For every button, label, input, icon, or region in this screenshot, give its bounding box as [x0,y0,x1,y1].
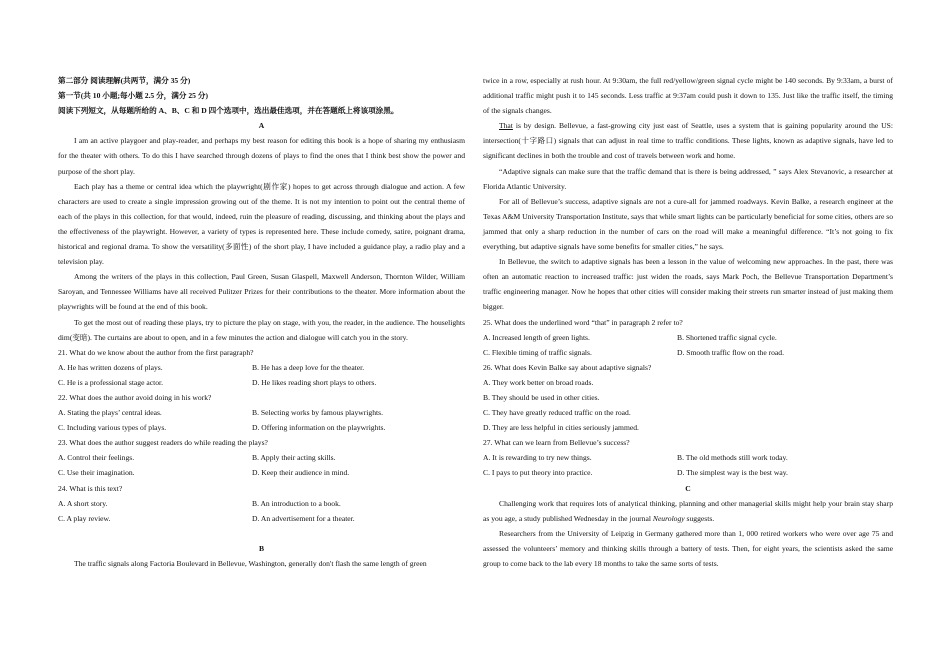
question-stem: 24. What is this text? [58,483,123,493]
question-stem: 22. What does the author avoid doing in his work? [58,392,212,402]
option-a: A. Stating the plays’ central ideas. [58,408,162,418]
option-a: A. A short story. [58,498,108,508]
passage-c-paragraph: Challenging work that requires lots of analytical thinking, planning and other managerial skills might help your brain stay sharp as you age, a study published Wednesday in the journal Neurology suggests. [483,498,893,523]
passage-a-title: A [258,121,265,131]
option-c: C. He is a professional stage actor. [58,377,164,387]
passage-b-title: B [258,543,265,553]
instructions: 阅读下列短文，从每题所给的 A、B、C 和 D 四个选项中，选出最佳选项，并在答题纸上将该项涂黑。 [58,106,399,116]
question-stem: 25. What does the underlined word “that” in paragraph 2 refer to? [483,317,683,327]
question-stem: 23. What does the author suggest readers do while reading the plays? [58,438,268,448]
option-d: D. Smooth traffic flow on the road. [677,347,784,357]
question-stem: 21. What do we know about the author from the first paragraph? [58,347,254,357]
underlined-word-that: That [499,121,513,131]
passage-b-paragraph-continued: twice in a row, especially at rush hour. At 9:30am, the full red/yellow/green signal cycle might be 140 seconds. By 9:33am, a burst of additional traffic might push it to 145 seconds. Less traffic at 9:37am could push it down to 135. Just like the traffic itself, the timing of the signals changes. [483,76,893,116]
option-c: C. Use their imagination. [58,468,135,478]
option-a: A. Control their feelings. [58,453,135,463]
question-21 [58,345,465,390]
option-d: D. They are less helpful in cities seriously jammed. [483,423,639,433]
option-c: C. They have greatly reduced traffic on the road. [483,408,631,418]
option-b: B. An introduction to a book. [252,498,341,508]
passage-a-paragraph: I am an active playgoer and play-reader, and perhaps my best reason for editing this book is a hope of sharing my enthusiasm for the theater with others. To do this I have searched through dozens of plays to find the ones that I think best show the power and purpose of the short play. [58,136,465,176]
passage-c-paragraph: Researchers from the University of Leipzig in Germany gathered more than 1, 000 retired workers who were over age 75 and assessed the volunteers’ memory and thinking skills through a battery of tests. Then, for eight years, the scientists asked the same group to come back to the lab every 18 months to take the same sorts of tests. [483,528,893,568]
option-c: C. Including various types of plays. [58,423,167,433]
question-22 [58,390,465,435]
passage-b-paragraph-start: The traffic signals along Factoria Boulevard in Bellevue, Washington, generally don't flash the same length of green [74,558,427,568]
passage-a-paragraph: To get the most out of reading these plays, try to picture the play on stage, with you, the reader, in the audience. The houselights dim(变暗). The curtains are about to open, and in a few minutes the action and dialogue will catch you in the story. [58,317,465,342]
question-stem: 27. What can we learn from Bellevue’s success? [483,438,630,448]
passage-c-title: C [685,483,691,493]
option-c: C. I pays to put theory into practice. [483,468,593,478]
option-a: A. Increased length of green lights. [483,332,590,342]
left-column [58,73,465,571]
option-b: B. Selecting works by famous playwrights. [252,408,383,418]
option-d: D. The simplest way is the best way. [677,468,788,478]
question-25 [483,315,893,360]
part-header: 第二部分 阅读理解(共两节，满分 35 分) [58,76,191,85]
passage-b-paragraph: For all of Bellevue’s success, adaptive signals are not a cure-all for jammed roadways. Kevin Balke, a research engineer at the Texas A&M University Transportation Institute, says that while smart lights can be particularly beneficial for some cities, others are so jammed that only a sharp reduction in the number of cars on the road will make a meaningful difference. “It’s not going to fix everything, but adaptive signals have some benefits for smaller cities,” he says. [483,196,893,252]
option-c: C. A play review. [58,513,111,523]
journal-name: Neurology [652,513,685,523]
option-d: D. Keep their audience in mind. [252,468,350,478]
question-stem: 26. What does Kevin Balke say about adaptive signals? [483,362,652,372]
option-b: B. They should be used in other cities. [483,392,600,402]
option-d: D. Offering information on the playwrights. [252,423,386,433]
question-26 [483,360,893,435]
section-header: 第一节(共 10 小题;每小题 2.5 分，满分 25 分) [58,91,208,101]
passage-a-paragraph: Among the writers of the plays in this collection, Paul Green, Susan Glaspell, Maxwell Anderson, Thornton Wilder, William Saroyan, and Tennessee Williams have all received Pulitzer Prizes for their contributions to the theater. More information about the playwrights will be found at the end of this book. [58,272,465,312]
option-b: B. The old methods still work today. [677,453,788,463]
option-a: A. They work better on broad roads. [483,377,594,387]
question-24 [58,481,465,526]
right-column [483,73,893,571]
option-a: A. He has written dozens of plays. [58,362,163,372]
option-c: C. Flexible timing of traffic signals. [483,347,592,357]
option-b: B. Apply their acting skills. [252,453,336,463]
option-b: B. Shortened traffic signal cycle. [677,332,777,342]
option-b: B. He has a deep love for the theater. [252,362,365,372]
option-d: D. He likes reading short plays to others. [252,377,377,387]
option-a: A. It is rewarding to try new things. [483,453,592,463]
question-27 [483,435,893,480]
question-23 [58,435,465,480]
option-d: D. An advertisement for a theater. [252,513,355,523]
passage-b-paragraph: That is by design. Bellevue, a fast-growing city just east of Seattle, uses a system that is gaining popularity around the US: intersection(十字路口) signals that can adjust in real time to traffic conditions. These lights, known as adaptive signals, have led to significant declines in both the trouble and cost of travels between work and home. [483,121,893,161]
passage-b-paragraph: In Bellevue, the switch to adaptive signals has been a lesson in the value of welcoming new approaches. In the past, there was often an automatic reaction to increased traffic: just widen the roads, says Mark Poch, the Bellevue Transportation Department’s traffic engineering manager. Now he hopes that other cities will consider making their streets run smarter instead of just making them bigger. [483,257,893,312]
passage-a-paragraph: Each play has a theme or central idea which the playwright(剧作家) hopes to get across through dialogue and action. A few characters are used to create a single impression growing out of the theme. It is not my intention to point out the central theme of each of the plays in this collection, for that would, indeed, ruin the pleasure of reading, discussing, and thinking about the plays and the effectiveness of the playwright. However, a variety of types is represented here. These include comedy, satire, poignant drama, historical and regional drama. To show the versatility(多面性) of the short play, I have included a guidance play, a radio play and a television play. [58,181,465,267]
passage-b-paragraph: “Adaptive signals can make sure that the traffic demand that is there is being addressed, ” says Alex Stevanovic, a researcher at Florida Atlantic University. [483,166,893,191]
